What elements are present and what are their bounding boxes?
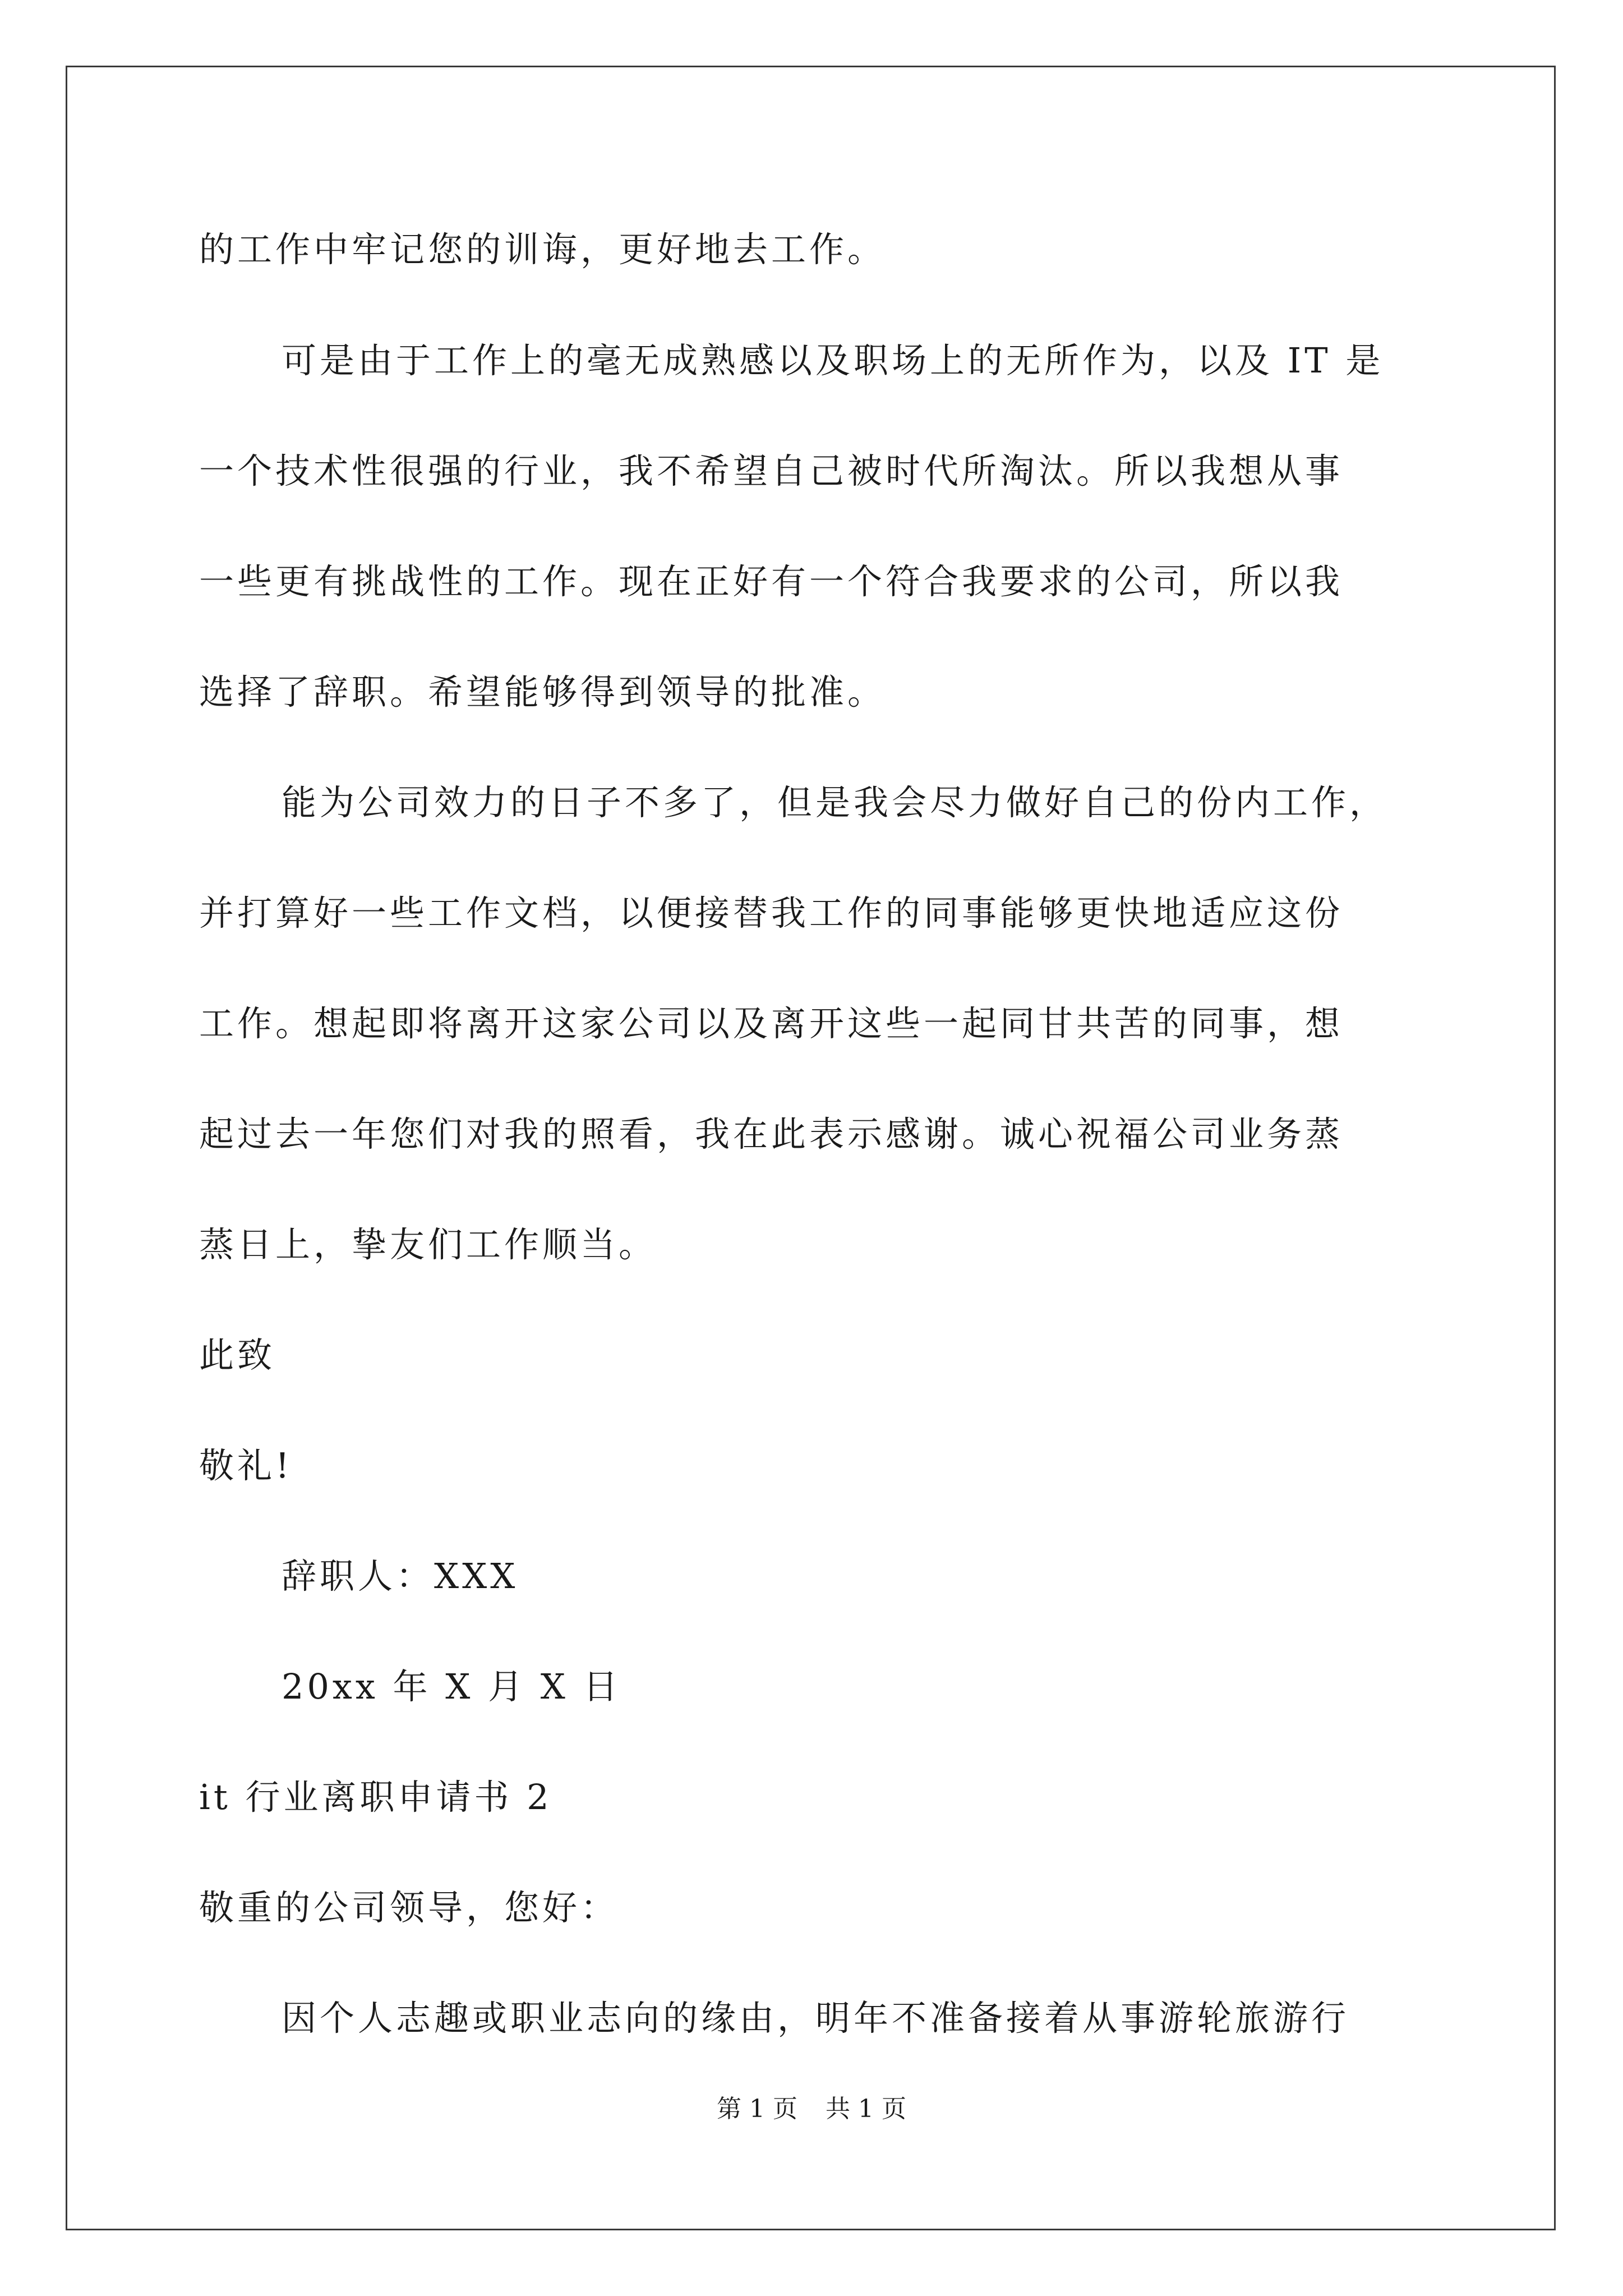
body-line: 可是由于工作上的毫无成熟感以及职场上的无所作为，以及 IT 是: [282, 340, 1384, 381]
body-line: 能为公司效力的日子不多了，但是我会尽力做好自己的份内工作，: [282, 782, 1388, 823]
salutation-line: 敬礼!: [199, 1445, 293, 1486]
body-line: 一个技术性很强的行业，我不希望自己被时代所淘汰。所以我想从事: [199, 450, 1344, 491]
body-line: 选择了辞职。希望能够得到领导的批准。: [199, 671, 886, 712]
date-line: 20xx 年 X 月 X 日: [282, 1666, 621, 1707]
signature-line: 辞职人：XXX: [282, 1556, 519, 1596]
section-title: it 行业离职申请书 2: [199, 1777, 552, 1818]
body-line: 的工作中牢记您的训诲，更好地去工作。: [199, 229, 886, 270]
page-footer: [0, 2092, 1623, 2126]
page-number: 第 1 页: [717, 2095, 797, 2123]
body-line: 工作。想起即将离开这家公司以及离开这些一起同甘共苦的同事，想: [199, 1003, 1344, 1044]
body-line: 一些更有挑战性的工作。现在正好有一个符合我要求的公司，所以我: [199, 561, 1344, 602]
body-line: 起过去一年您们对我的照看，我在此表示感谢。诚心祝福公司业务蒸: [199, 1114, 1344, 1154]
body-line: 并打算好一些工作文档，以便接替我工作的同事能够更快地适应这份: [199, 892, 1344, 933]
closing-line: 此致: [199, 1335, 276, 1375]
greeting-line: 敬重的公司领导，您好：: [199, 1887, 619, 1928]
body-line: 因个人志趣或职业志向的缘由，明年不准备接着从事游轮旅游行: [282, 1998, 1350, 2039]
page-total: 共 1 页: [826, 2095, 906, 2123]
body-line: 蒸日上，挚友们工作顺当。: [199, 1224, 657, 1265]
